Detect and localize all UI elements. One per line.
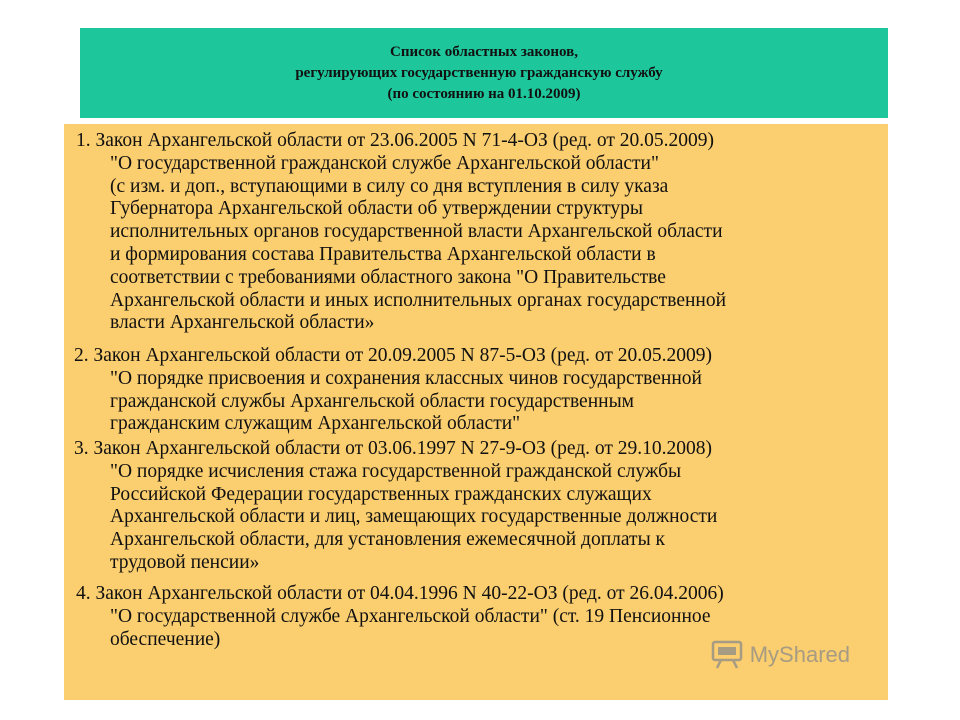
law-item-line: (с изм. и доп., вступающими в силу со дня вступления в силу указа bbox=[110, 175, 669, 197]
law-item-line: обеспечение) bbox=[110, 628, 221, 650]
law-item-line: Архангельской области и лиц, замещающих государственные должности bbox=[110, 506, 718, 528]
law-item-line: "О порядке исчисления стажа государственной гражданской службы bbox=[110, 460, 682, 482]
title-line-1: Список областных законов, bbox=[390, 43, 578, 60]
law-item-heading: 2. Закон Архангельской области от 20.09.2005 N 87-5-ОЗ (ред. от 20.05.2009) bbox=[74, 345, 713, 366]
law-list-panel bbox=[64, 124, 888, 700]
law-item-line: "О государственной гражданской службе Архангельской области" bbox=[110, 152, 659, 174]
law-item-description bbox=[110, 461, 717, 575]
law-item-line: "О порядке присвоения и сохранения классных чинов государственной bbox=[110, 367, 702, 389]
law-item-line: Губернатора Архангельской области об утверждении структуры bbox=[110, 198, 643, 220]
law-item-heading: 1. Закон Архангельской области от 23.06.2005 N 71-4-ОЗ (ред. от 20.05.2009) bbox=[76, 130, 715, 151]
law-item-description bbox=[110, 368, 702, 436]
law-item-line: исполнительных органов государственной власти Архангельской области bbox=[110, 221, 723, 243]
law-item-line: Российской Федерации государственных гражданских служащих bbox=[110, 483, 652, 505]
law-item-line: гражданской службы Архангельской области государственным bbox=[110, 390, 635, 412]
law-item-line: соответствии с требованиями областного закона "О Правительстве bbox=[110, 266, 666, 288]
law-item-line: Архангельской области, для установления ежемесячной доплаты к bbox=[110, 529, 666, 551]
law-item-description bbox=[110, 153, 726, 335]
law-item-line: гражданским служащим Архангельской области" bbox=[110, 413, 521, 435]
law-item-line: и формирования состава Правительства Архангельской области в bbox=[110, 243, 656, 265]
law-item-heading: 3. Закон Архангельской области от 03.06.1997 N 27-9-ОЗ (ред. от 29.10.2008) bbox=[74, 438, 713, 459]
law-item-heading: 4. Закон Архангельской области от 04.04.1996 N 40-22-ОЗ (ред. от 26.04.2006) bbox=[76, 583, 724, 604]
law-item-line: Архангельской области и иных исполнительных органах государственной bbox=[110, 289, 727, 311]
title-line-3: (по состоянию на 01.10.2009) bbox=[387, 85, 581, 102]
watermark-text: MyShared bbox=[749, 642, 850, 667]
watermark bbox=[710, 640, 850, 670]
law-item-description bbox=[110, 606, 711, 652]
document-title bbox=[80, 28, 888, 118]
law-item-line: "О государственной службе Архангельской области" (ст. 19 Пенсионное bbox=[110, 605, 711, 627]
law-item-line: власти Архангельской области» bbox=[110, 312, 375, 334]
law-item-line: трудовой пенсии» bbox=[110, 551, 260, 573]
title-line-2: регулирующих государственную гражданскую службу bbox=[295, 64, 663, 81]
presentation-board-icon bbox=[710, 640, 744, 670]
